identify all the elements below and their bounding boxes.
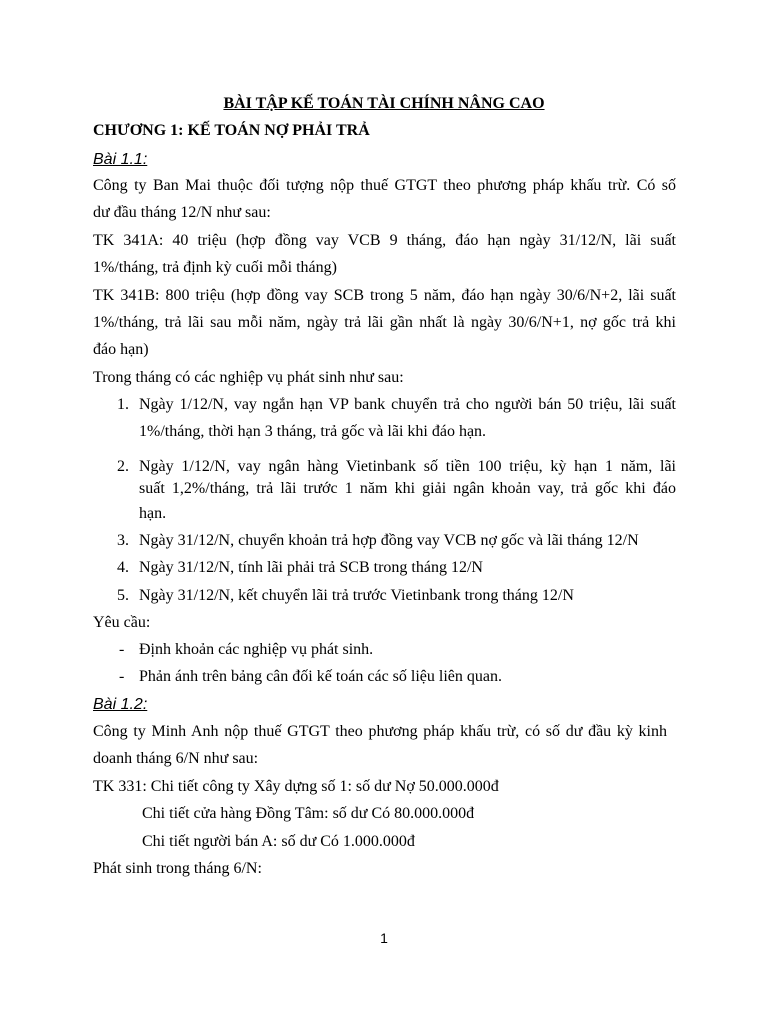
requirements-label: Yêu cầu: [93, 614, 151, 631]
transaction-text-line: Ngày 1/12/N, vay ngắn hạn VP bank chuyển trả cho người bán 50 triệu, lãi suất [139, 396, 676, 413]
transaction-text-line: Ngày 31/12/N, chuyển khoản trả hợp đồng vay VCB nợ gốc và lãi tháng 12/N [139, 532, 639, 549]
exercise-1-2-intro-line: Công ty Minh Anh nộp thuế GTGT theo phương pháp khấu trừ, có số dư đầu kỳ kinh [93, 723, 667, 740]
transaction-text-line: Ngày 31/12/N, tính lãi phải trả SCB trong tháng 12/N [139, 559, 483, 576]
transaction-number: 3. [117, 532, 129, 549]
exercise-1-1-heading: Bài 1.1: [93, 151, 148, 168]
transaction-text-line: suất 1,2%/tháng, trả lãi trước 1 năm khi giải ngân khoản vay, trả gốc khi đáo [139, 480, 676, 497]
transaction-number: 1. [117, 396, 129, 413]
transaction-text-line: Ngày 31/12/N, kết chuyển lãi trả trước Vietinbank trong tháng 12/N [139, 587, 574, 604]
transactions-intro: Trong tháng có các nghiệp vụ phát sinh như sau: [93, 369, 404, 386]
tk-331-line [93, 777, 676, 797]
activity-label: Phát sinh trong tháng 6/N: [93, 860, 262, 877]
tk-331-detail: Chi tiết công ty Xây dựng số 1: số dư Nợ 50.000.000đ [150, 778, 499, 795]
tk-331-detail: Chi tiết cửa hàng Đồng Tâm: số dư Có 80.000.000đ [142, 805, 475, 822]
chapter-heading: CHƯƠNG 1: KẾ TOÁN NỢ PHẢI TRẢ [93, 122, 370, 139]
page-number: 1 [380, 930, 388, 946]
requirement-bullet: - [119, 641, 125, 658]
transaction-number: 5. [117, 587, 129, 604]
transaction-text-line: Ngày 1/12/N, vay ngân hàng Vietinbank số tiền 100 triệu, kỳ hạn 1 năm, lãi [139, 458, 676, 475]
requirement-text: Định khoản các nghiệp vụ phát sinh. [139, 641, 374, 658]
exercise-1-2-heading: Bài 1.2: [93, 696, 148, 713]
tk-341b-line: 1%/tháng, trả lãi sau mỗi năm, ngày trả lãi gần nhất là ngày 30/6/N+1, nợ gốc trả khi [93, 314, 676, 331]
tk-331-detail: Chi tiết người bán A: số dư Có 1.000.000đ [142, 833, 415, 850]
requirement-text: Phản ánh trên bảng cân đối kế toán các số liệu liên quan. [139, 668, 502, 685]
transaction-text-line: hạn. [139, 505, 167, 522]
transaction-number: 2. [117, 458, 129, 475]
requirement-bullet: - [119, 668, 125, 685]
tk-341b-line: TK 341B: 800 triệu (hợp đồng vay SCB trong 5 năm, đáo hạn ngày 30/6/N+2, lãi suất [93, 287, 676, 304]
tk-341a-line: 1%/tháng, trả định kỳ cuối mỗi tháng) [93, 259, 337, 276]
document-title: BÀI TẬP KẾ TOÁN TÀI CHÍNH NÂNG CAO [223, 95, 545, 112]
exercise-1-1-intro-line: dư đầu tháng 12/N như sau: [93, 204, 271, 221]
tk-341a-line: TK 341A: 40 triệu (hợp đồng vay VCB 9 tháng, đáo hạn ngày 31/12/N, lãi suất [93, 232, 676, 249]
tk-331-label: TK 331: [93, 778, 147, 795]
exercise-1-1-intro-line: Công ty Ban Mai thuộc đối tượng nộp thuế GTGT theo phương pháp khấu trừ. Có số [93, 177, 676, 194]
exercise-1-2-intro-line: doanh tháng 6/N như sau: [93, 750, 259, 767]
transaction-text-line: 1%/tháng, thời hạn 3 tháng, trả gốc và lãi khi đáo hạn. [139, 423, 487, 440]
tk-341b-line: đáo hạn) [93, 341, 149, 358]
transaction-number: 4. [117, 559, 129, 576]
